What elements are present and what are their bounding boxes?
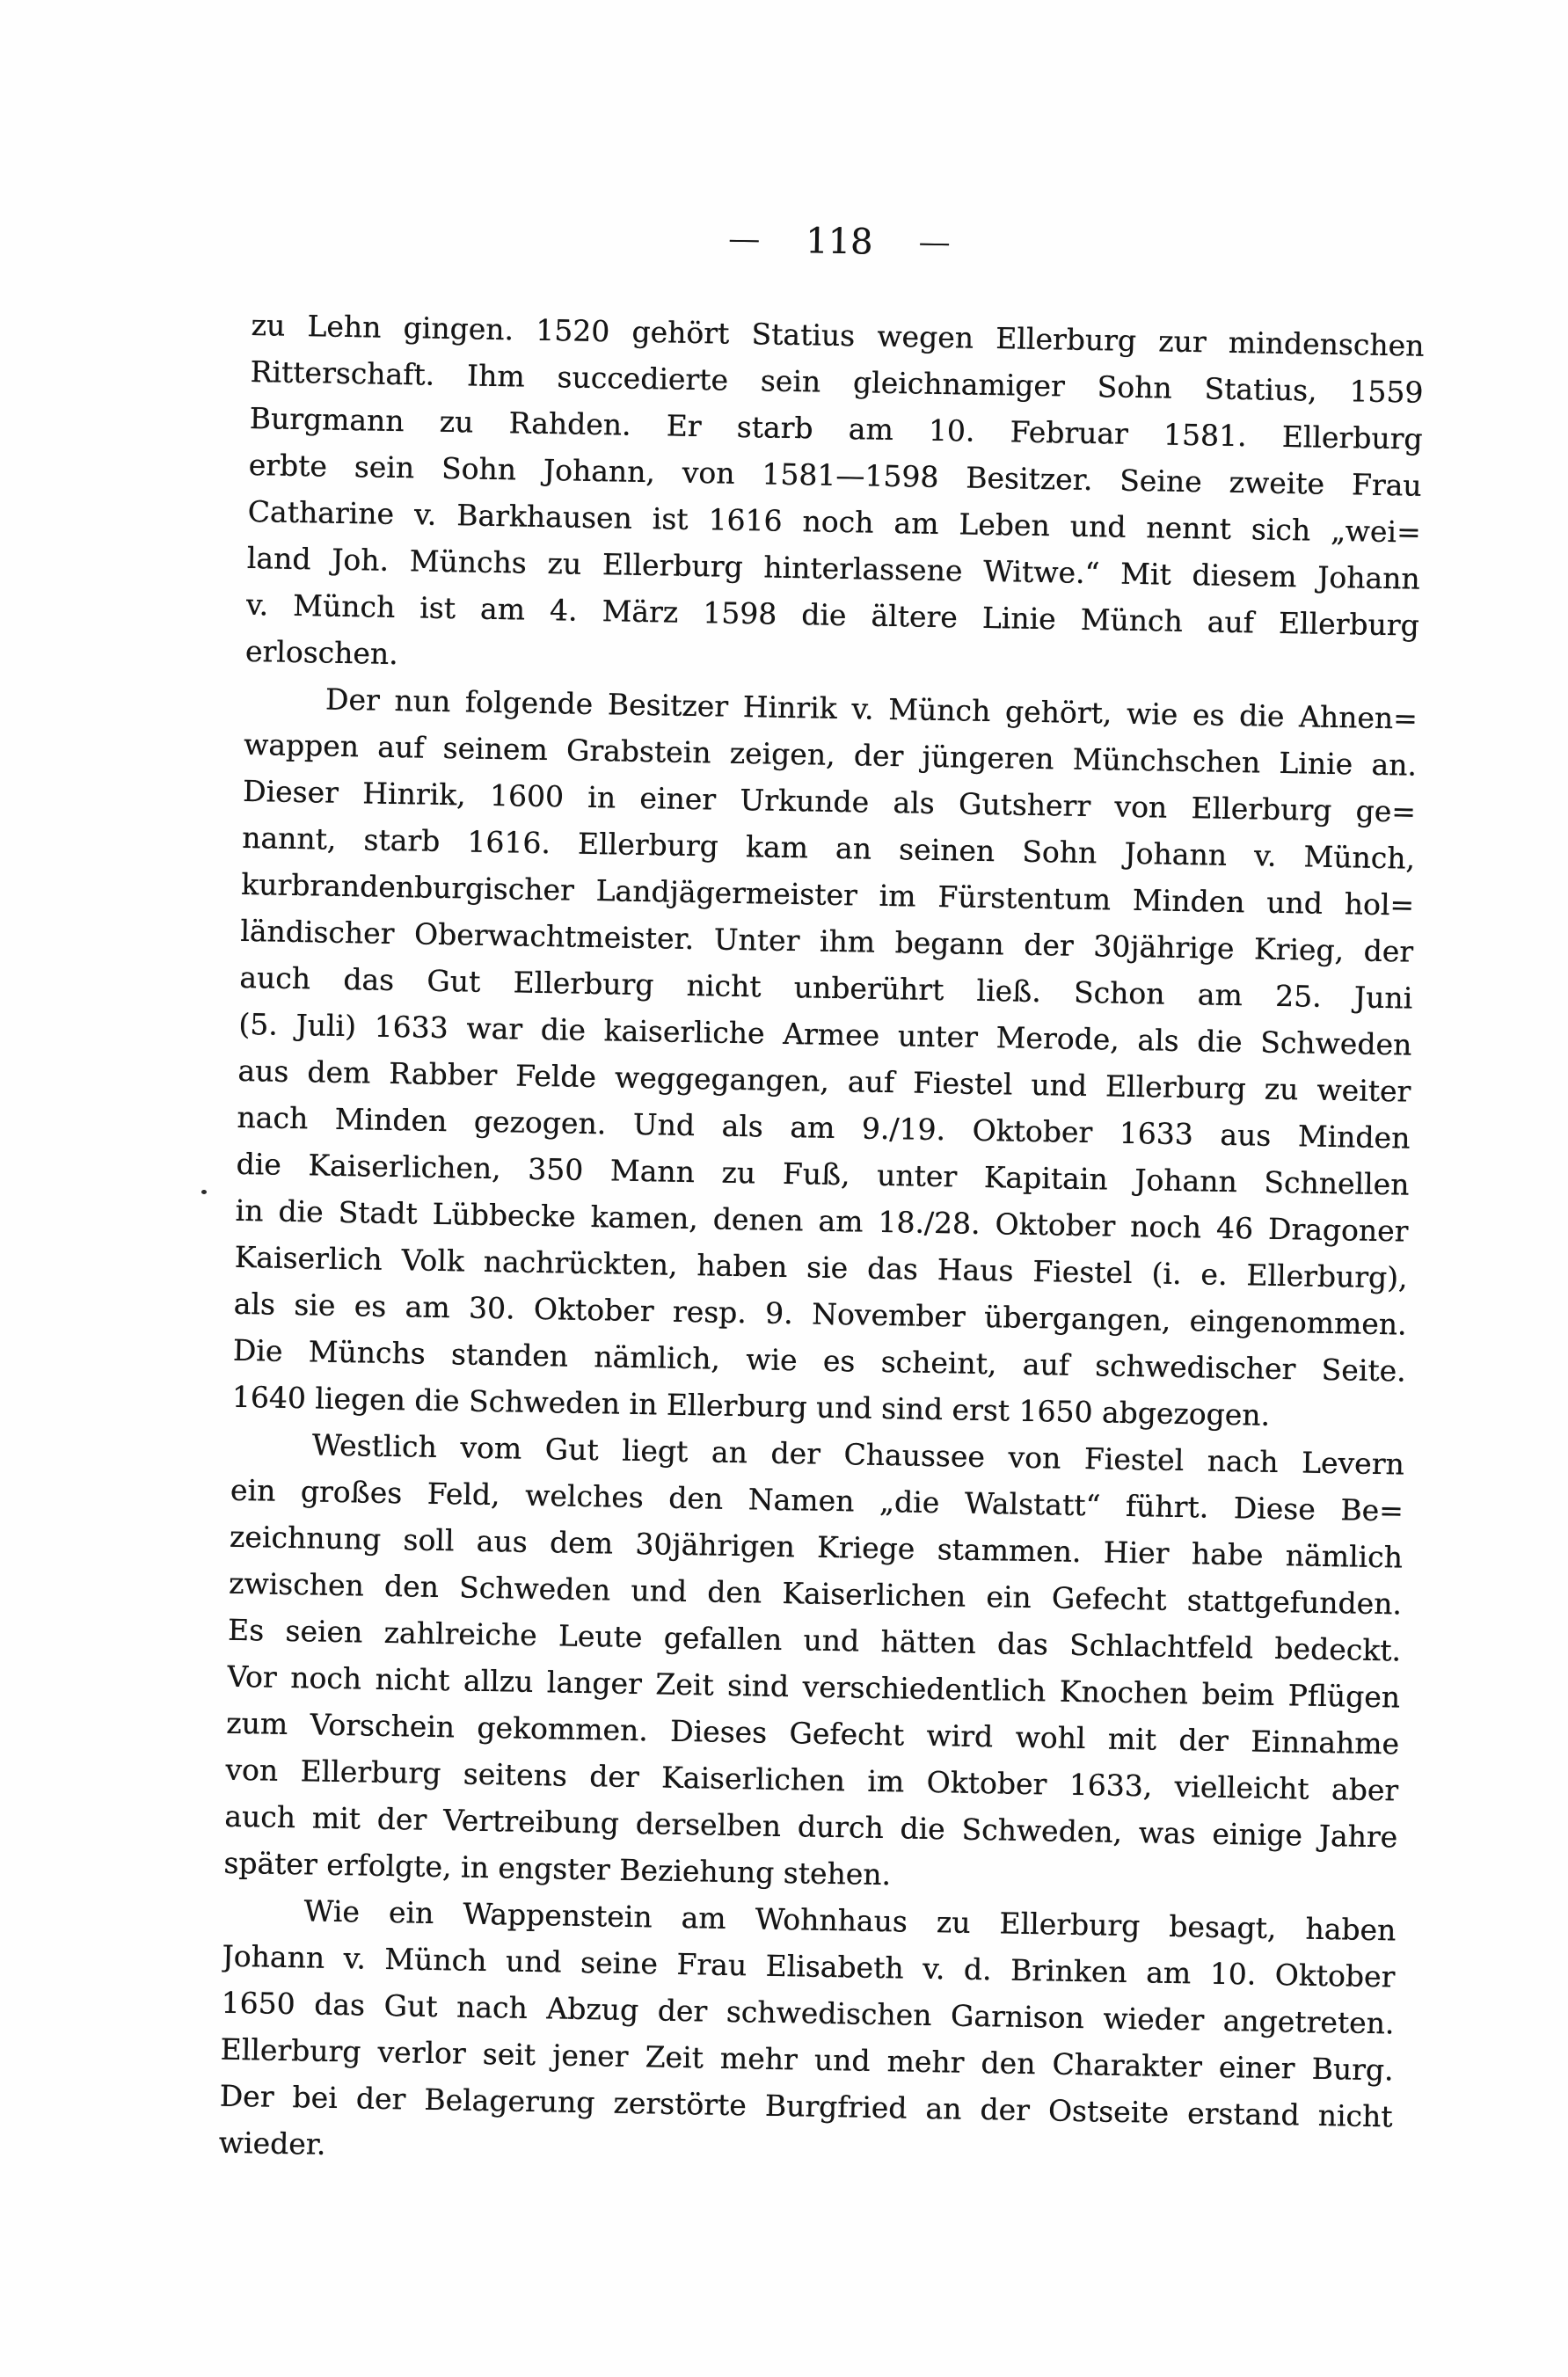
text-line: kurbrandenburgischer Landjägermeister im Fürstentum Minden und hol= (240, 866, 1415, 922)
text-line: v. Münch ist am 4. März 1598 die ältere Linie Münch auf Ellerburg (245, 587, 1420, 643)
text-line: zeichnung soll aus dem 30jährigen Kriege stammen. Hier habe nämlich (229, 1519, 1404, 1575)
text-line: die Kaiserlichen, 350 Mann zu Fuß, unter Kapitain Johann Schnellen (236, 1146, 1410, 1202)
page-content (218, 209, 1426, 2186)
text-line: 1640 liegen die Schweden in Ellerburg und sind erst 1650 abgezogen. (231, 1379, 1271, 1433)
text-line: in die Stadt Lübbecke kamen, denen am 18./28. Oktober noch 46 Dragoner (235, 1192, 1409, 1249)
text-line: nach Minden gezogen. Und als am 9./19. Oktober 1633 aus Minden (237, 1099, 1411, 1156)
text-line: nannt, starb 1616. Ellerburg kam an seinen Sohn Johann v. Münch, (241, 820, 1416, 876)
text-line: Die Münchs standen nämlich, wie es scheint, auf schwedischer Seite. (232, 1332, 1407, 1389)
paragraph (223, 1420, 1404, 1907)
body-text (218, 302, 1425, 2186)
text-line: Ritterschaft. Ihm succedierte sein gleichnamiger Sohn Statius, 1559 (250, 354, 1424, 410)
page-header (252, 209, 1426, 274)
header-dash-right: — (918, 228, 951, 259)
paragraph (231, 674, 1418, 1441)
text-line: Vor noch nicht allzu langer Zeit sind verschiedentlich Knochen beim Pflügen (226, 1659, 1401, 1715)
text-line: erbte sein Sohn Johann, von 1581—1598 Besitzer. Seine zweite Frau (248, 447, 1422, 503)
text-line: Westlich vom Gut liegt an der Chaussee von Fiestel nach Levern (311, 1427, 1405, 1482)
text-line: land Joh. Münchs zu Ellerburg hinterlassene Witwe.“ Mit diesem Johann (246, 540, 1421, 596)
text-line: Johann v. Münch und seine Frau Elisabeth v. d. Brinken am 10. Oktober (222, 1938, 1396, 1994)
text-line: von Ellerburg seitens der Kaiserlichen im Oktober 1633, vielleicht aber (225, 1752, 1399, 1808)
text-line: Catharine v. Barkhausen ist 1616 noch am Leben und nennt sich „wei= (247, 493, 1422, 550)
text-line: erloschen. (244, 633, 399, 672)
page-number: 118 (805, 221, 874, 263)
paragraph (218, 1886, 1396, 2187)
text-line: Ellerburg verlor seit jener Zeit mehr und mehr den Charakter einer Burg. (220, 2031, 1394, 2088)
text-line: Burgmann zu Rahden. Er starb am 10. Februar 1581. Ellerburg (249, 400, 1423, 456)
paragraph (245, 302, 1425, 696)
text-line: Der nun folgende Besitzer Hinrik v. Münch gehört, wie es die Ahnen= (325, 682, 1418, 736)
text-line: wieder. (218, 2125, 326, 2162)
text-line: später erfolgte, in engster Beziehung stehen. (223, 1845, 892, 1892)
text-line: auch das Gut Ellerburg nicht unberührt ließ. Schon am 25. Juni (239, 959, 1413, 1016)
text-line: aus dem Rabber Felde weggegangen, auf Fiestel und Ellerburg zu weiter (237, 1053, 1411, 1109)
text-line: zu Lehn gingen. 1520 gehört Statius wegen Ellerburg zur mindenschen (251, 307, 1425, 363)
text-line: wappen auf seinem Grabstein zeigen, der jüngeren Münchschen Linie an. (243, 726, 1418, 783)
text-line: ein großes Feld, welches den Namen „die Walstatt“ führt. Diese Be= (230, 1472, 1404, 1528)
text-line: Wie ein Wappenstein am Wohnhaus zu Ellerburg besagt, haben (303, 1893, 1397, 1948)
text-line: auch mit der Vertreibung derselben durch die Schweden, was einige Jahre (224, 1798, 1398, 1855)
text-line: Dieser Hinrik, 1600 in einer Urkunde als Gutsherr von Ellerburg ge= (242, 773, 1417, 829)
header-dash-left: — (727, 224, 761, 255)
text-line: Der bei der Belagerung zerstörte Burgfried an der Ostseite erstand nicht (219, 2078, 1393, 2134)
text-line: zum Vorschein gekommen. Dieses Gefecht wird wohl mit der Einnahme (226, 1705, 1400, 1761)
text-line: Kaiserlich Volk nachrückten, haben sie das Haus Fiestel (i. e. Ellerburg), (234, 1239, 1408, 1295)
text-line: 1650 das Gut nach Abzug der schwedischen Garnison wieder angetreten. (221, 1985, 1395, 2041)
scan-speck (201, 1190, 207, 1194)
text-line: Es seien zahlreiche Leute gefallen und hätten das Schlachtfeld bedeckt. (227, 1612, 1402, 1668)
text-line: (5. Juli) 1633 war die kaiserliche Armee unter Merode, als die Schweden (238, 1006, 1412, 1062)
text-line: als sie es am 30. Oktober resp. 9. November übergangen, eingenommen. (233, 1286, 1407, 1342)
text-line: zwischen den Schweden und den Kaiserlichen ein Gefecht stattgefunden. (228, 1565, 1403, 1622)
text-line: ländischer Oberwachtmeister. Unter ihm begann der 30jährige Krieg, der (240, 913, 1414, 969)
